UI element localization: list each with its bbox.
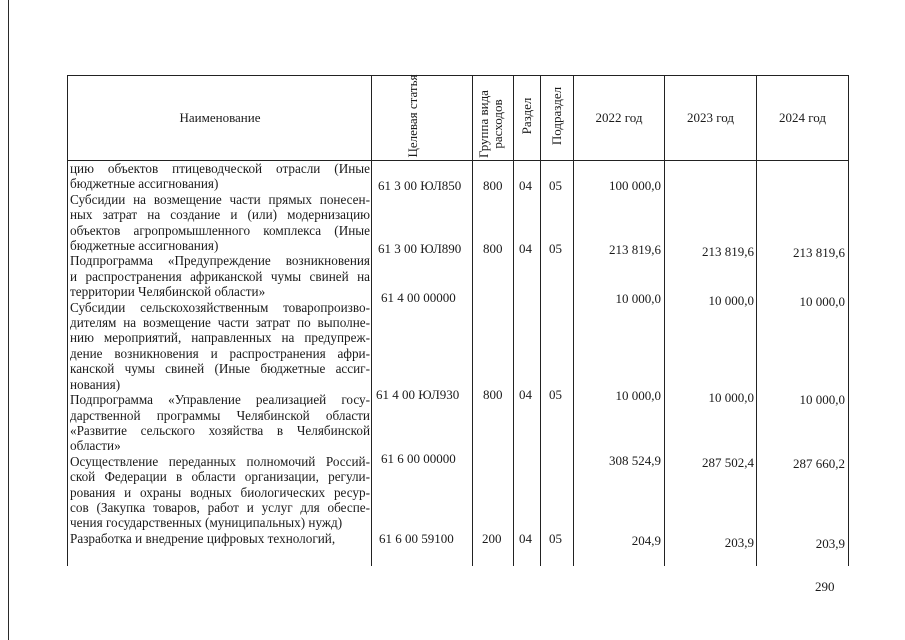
row-name-line: нию мероприятий, направленных на предупреж- bbox=[70, 330, 370, 346]
header-expense-group: Группа вида расходов bbox=[476, 90, 505, 158]
table-right-border bbox=[848, 75, 849, 566]
row-name-line: Разработка и внедрение цифровых технологий, bbox=[70, 530, 336, 546]
row-name-line: дарственной программы Челябинской области bbox=[70, 407, 370, 423]
row-code: 61 6 00 59100 bbox=[379, 531, 454, 546]
row-value-2022: 100 000,0 bbox=[609, 178, 661, 193]
row-group: 800 bbox=[483, 387, 503, 402]
row-subsection: 05 bbox=[549, 531, 562, 546]
row-name-line: Осуществление переданных полномочий Россий- bbox=[70, 453, 370, 469]
row-subsection: 05 bbox=[549, 241, 562, 256]
row-name-line: цию объектов птицеводческой отрасли (Иные bbox=[70, 161, 370, 176]
row-value-2022: 204,9 bbox=[631, 533, 661, 548]
row-code: 61 6 00 00000 bbox=[381, 451, 456, 466]
row-name-line: территории Челябинской области» bbox=[70, 284, 266, 300]
row-name-line: Субсидии сельскохозяйственным товаропроизво- bbox=[70, 299, 370, 315]
row-subsection: 05 bbox=[549, 387, 562, 402]
row-name-line: ных затрат на создание и (или) модернизацию bbox=[70, 207, 370, 223]
row-value-2023: 287 502,4 bbox=[702, 455, 754, 470]
row-name-line: «Развитие сельского хозяйства в Челябинской bbox=[70, 422, 370, 438]
row-value-2023: 213 819,6 bbox=[702, 244, 754, 259]
row-name-line: бюджетные ассигнования) bbox=[70, 176, 219, 192]
row-group: 800 bbox=[483, 241, 503, 256]
row-value-2024: 10 000,0 bbox=[799, 392, 845, 407]
row-value-2023: 10 000,0 bbox=[708, 390, 754, 405]
row-value-2022: 308 524,9 bbox=[609, 453, 661, 468]
header-year-2024: 2024 год bbox=[779, 110, 826, 125]
row-name-line: Субсидии на возмещение части прямых понесен- bbox=[70, 191, 370, 207]
row-subsection: 05 bbox=[549, 178, 562, 193]
row-name-line: рования и охраны водных биологических ресур- bbox=[70, 484, 370, 500]
row-value-2024: 213 819,6 bbox=[793, 245, 845, 260]
name-column bbox=[70, 161, 370, 546]
row-value-2022: 10 000,0 bbox=[615, 388, 661, 403]
row-value-2024: 287 660,2 bbox=[793, 456, 845, 471]
row-code: 61 3 00 ЮЛ890 bbox=[378, 241, 462, 256]
row-value-2024: 10 000,0 bbox=[799, 294, 845, 309]
row-group: 200 bbox=[482, 531, 502, 546]
page-number: 290 bbox=[815, 579, 835, 594]
row-section: 04 bbox=[519, 387, 532, 402]
header-name: Наименование bbox=[179, 110, 261, 125]
row-value-2023: 203,9 bbox=[724, 535, 754, 550]
row-name-line: дение возникновения и распространения афри- bbox=[70, 345, 370, 361]
row-name-line: Подпрограмма «Управление реализацией госу- bbox=[70, 392, 370, 408]
row-value-2022: 213 819,6 bbox=[609, 242, 661, 257]
row-group: 800 bbox=[483, 178, 503, 193]
row-name-line: канской чумы свиней (Иные бюджетные ассиг- bbox=[70, 361, 370, 377]
row-name-line: ской Федерации в области организации, регули- bbox=[70, 469, 370, 485]
header-subsection: Подраздел bbox=[549, 86, 564, 146]
row-code: 61 3 00 ЮЛ850 bbox=[378, 178, 462, 193]
col-divider bbox=[540, 75, 541, 566]
header-year-2022: 2022 год bbox=[595, 110, 643, 125]
col-divider bbox=[472, 75, 473, 566]
row-value-2022: 10 000,0 bbox=[615, 291, 661, 306]
row-code: 61 4 00 ЮЛ930 bbox=[376, 387, 460, 402]
header-target-article: Целевая статья bbox=[405, 74, 420, 158]
row-name-line: сов (Закупка товаров, работ и услуг для обеспе- bbox=[70, 499, 370, 515]
row-section: 04 bbox=[519, 178, 532, 193]
header-section: Раздел bbox=[519, 97, 534, 135]
row-name-line: и распространения африканской чумы свиней на bbox=[70, 268, 370, 284]
row-name-line: области» bbox=[70, 438, 121, 454]
row-value-2023: 10 000,0 bbox=[708, 293, 754, 308]
row-name-line: чения государственных (муниципальных) нужд) bbox=[70, 515, 343, 531]
row-name-line: бюджетные ассигнования) bbox=[70, 238, 219, 254]
row-section: 04 bbox=[519, 531, 532, 546]
row-name-line: Подпрограмма «Предупреждение возникновения bbox=[70, 253, 370, 269]
row-code: 61 4 00 00000 bbox=[381, 290, 456, 305]
row-value-2024: 203,9 bbox=[815, 536, 845, 551]
row-section: 04 bbox=[519, 241, 532, 256]
scan-edge-line bbox=[8, 0, 9, 640]
row-name-line: нования) bbox=[70, 376, 121, 392]
header-year-2023: 2023 год bbox=[687, 110, 734, 125]
row-name-line: объектов агропромышленного комплекса (Иные bbox=[70, 222, 370, 238]
row-name-line: дителям на возмещение части затрат по выполне- bbox=[70, 315, 370, 331]
col-divider bbox=[513, 75, 514, 566]
